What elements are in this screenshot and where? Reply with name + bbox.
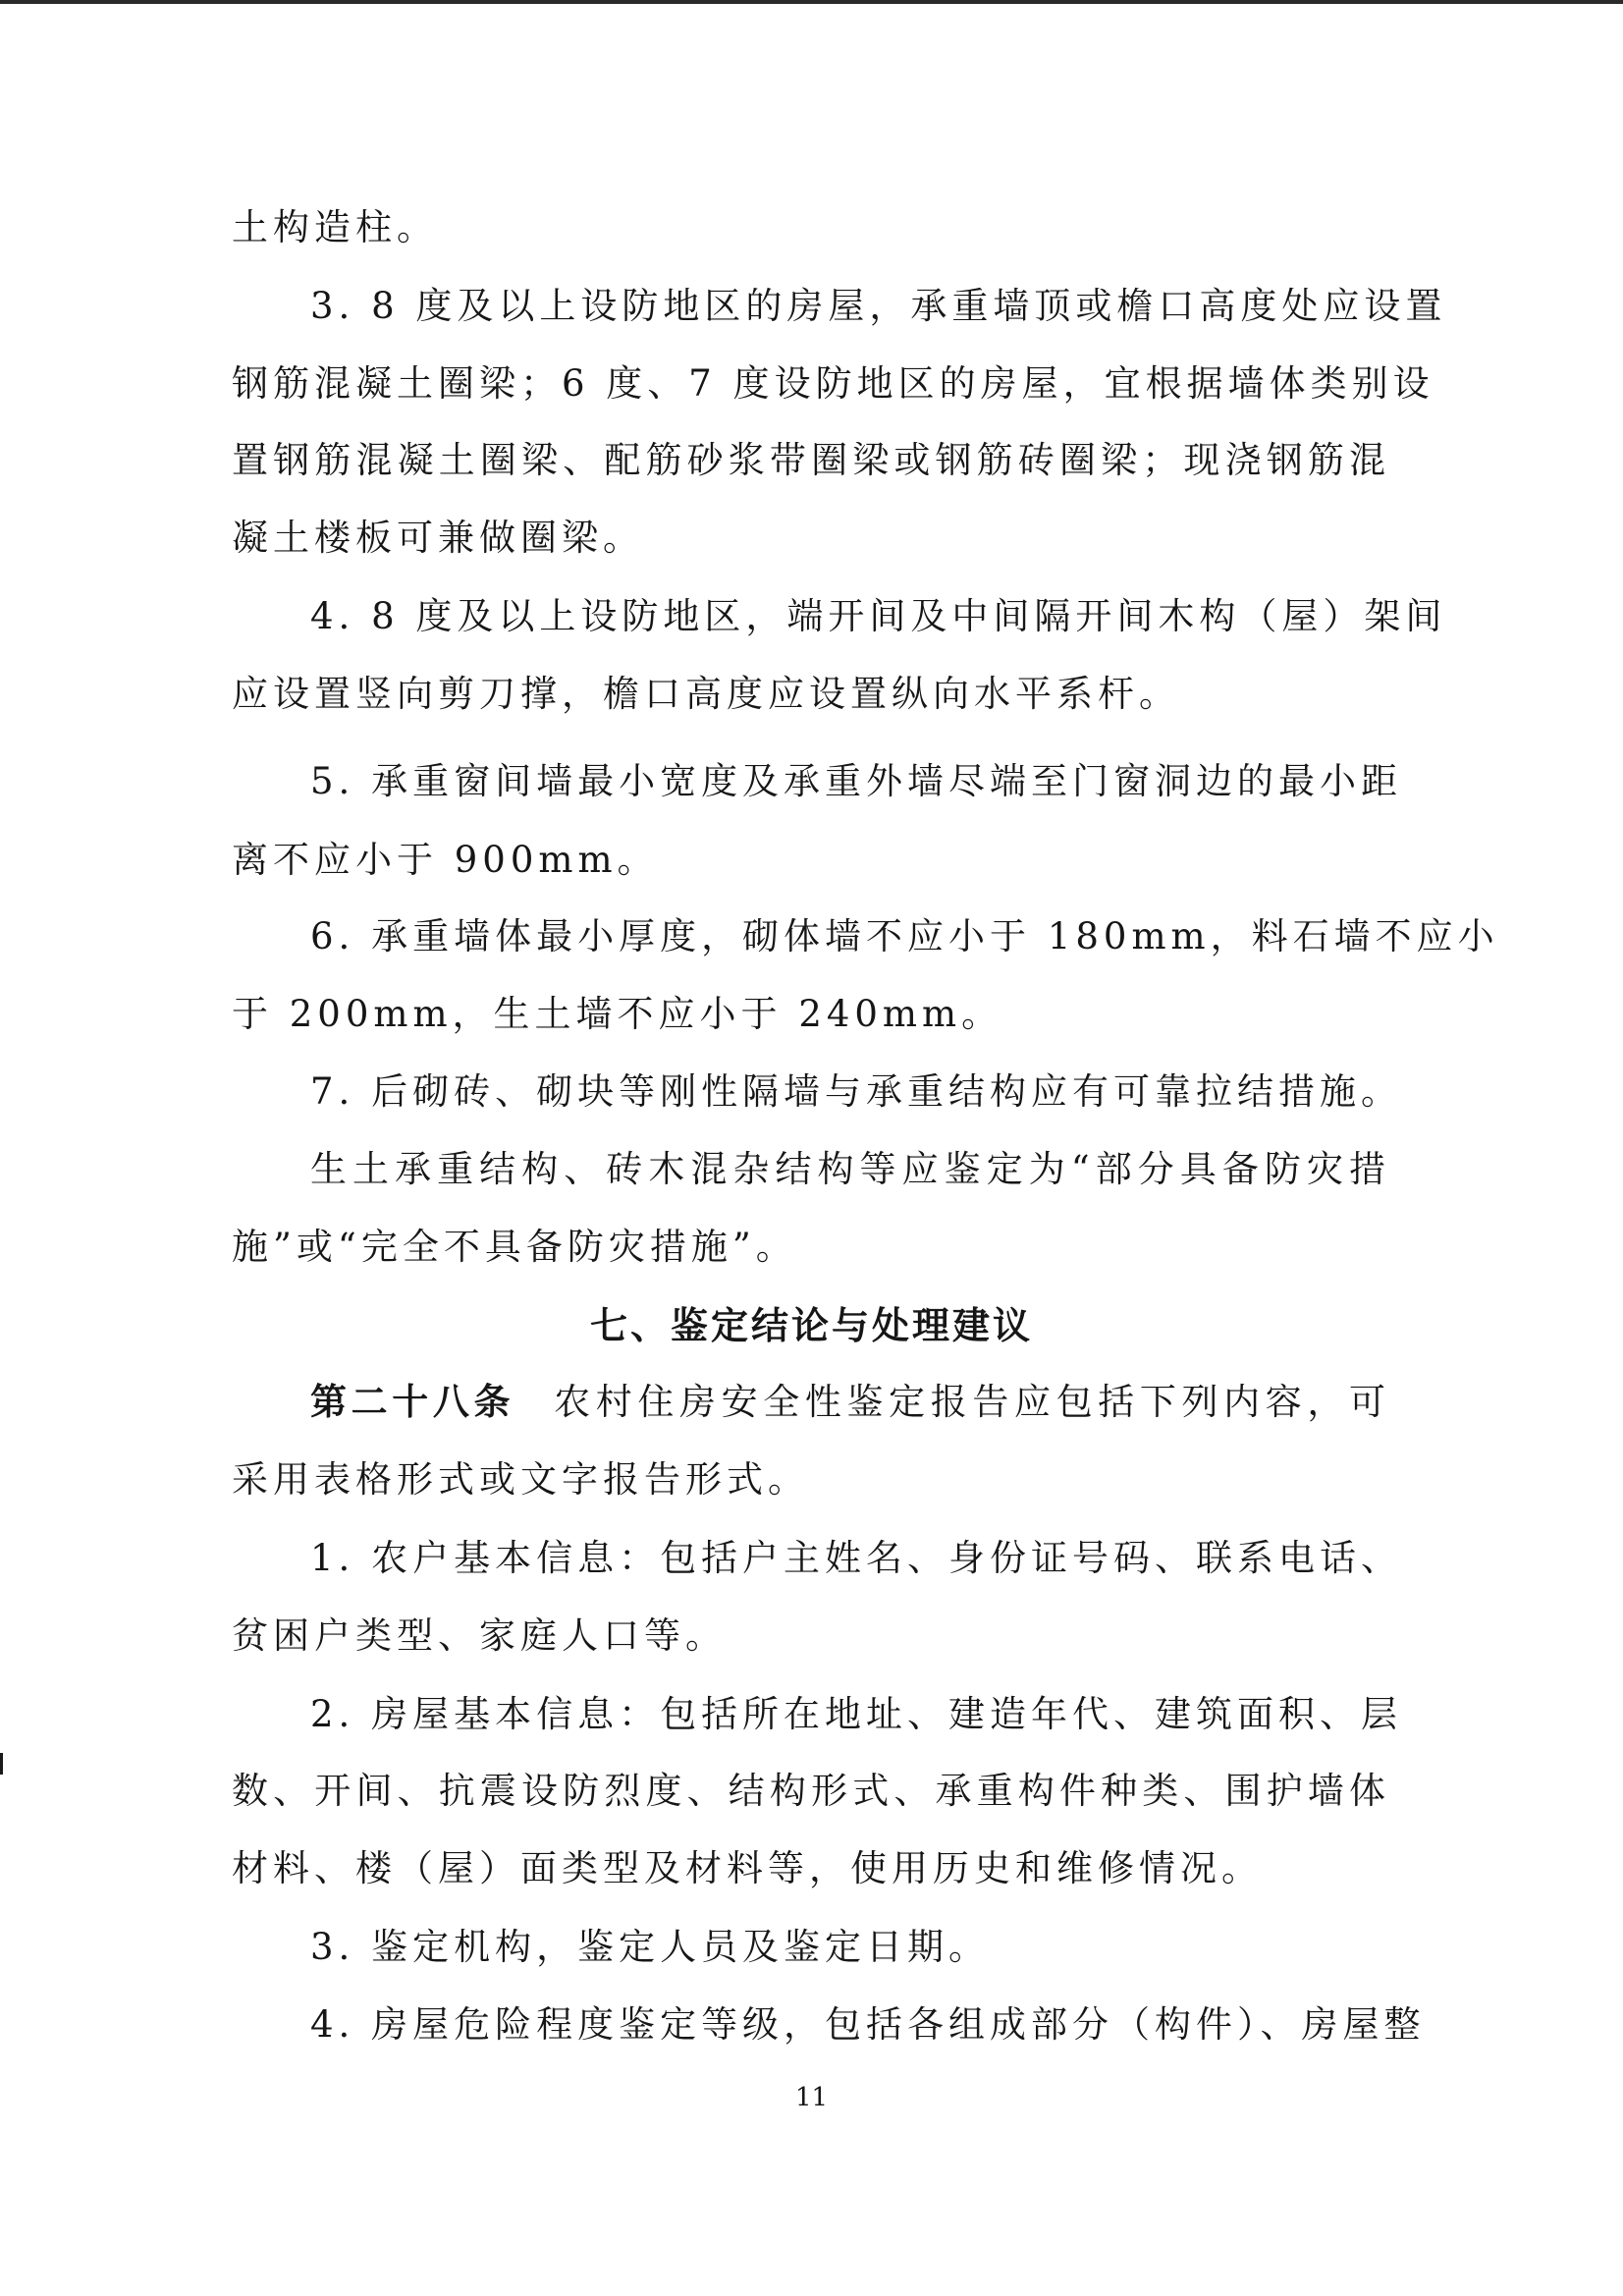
text-line: 施”或“完全不具备防灾措施”。 <box>232 1226 797 1268</box>
text-line: 5. 承重窗间墙最小宽度及承重外墙尽端至门窗洞边的最小距 <box>310 760 1403 802</box>
text-line: 7. 后砌砖、砌块等刚性隔墙与承重结构应有可靠拉结措施。 <box>310 1070 1403 1113</box>
text-line: 应设置竖向剪刀撑，檐口高度应设置纵向水平系杆。 <box>232 673 1180 715</box>
text-line: 4. 8 度及以上设防地区，端开间及中间隔开间木构（屋）架间 <box>310 595 1447 637</box>
section-heading: 七、鉴定结论与处理建议 <box>589 1304 1033 1347</box>
text-line: 生土承重结构、砖木混杂结构等应鉴定为“部分具备防灾措 <box>310 1148 1390 1190</box>
article-line <box>310 1380 1390 1425</box>
text-line: 置钢筋混凝土圈梁、配筋砂浆带圈梁或钢筋砖圈梁；现浇钢筋混 <box>232 439 1390 481</box>
scan-margin-mark <box>0 1753 3 1775</box>
text-line: 数、开间、抗震设防烈度、结构形式、承重构件种类、围护墙体 <box>232 1770 1390 1812</box>
top-scan-border <box>0 0 1623 4</box>
text-line: 2. 房屋基本信息：包括所在地址、建造年代、建筑面积、层 <box>310 1693 1403 1735</box>
text-line: 离不应小于 900mm。 <box>232 839 659 881</box>
text-line: 于 200mm，生土墙不应小于 240mm。 <box>232 993 1003 1035</box>
text-line: 凝土楼板可兼做圈梁。 <box>232 517 644 559</box>
text-line: 土构造柱。 <box>232 206 438 248</box>
text-line: 6. 承重墙体最小厚度，砌体墙不应小于 180mm，料石墙不应小 <box>310 915 1499 957</box>
text-line: 钢筋混凝土圈梁；6 度、7 度设防地区的房屋，宜根据墙体类别设 <box>232 362 1434 405</box>
article-number: 第二十八条 <box>310 1381 515 1423</box>
text-line: 材料、楼（屋）面类型及材料等，使用历史和维修情况。 <box>232 1847 1263 1889</box>
text-line: 采用表格形式或文字报告形式。 <box>232 1458 809 1501</box>
text-line: 3. 鉴定机构，鉴定人员及鉴定日期。 <box>310 1926 991 1968</box>
page-number: 11 <box>794 2083 829 2112</box>
article-text: 农村住房安全性鉴定报告应包括下列内容，可 <box>554 1381 1390 1423</box>
text-line: 3. 8 度及以上设防地区的房屋，承重墙顶或檐口高度处应设置 <box>310 285 1447 327</box>
text-line: 4. 房屋危险程度鉴定等级，包括各组成部分（构件）、房屋整 <box>310 2003 1426 2046</box>
text-line: 1. 农户基本信息：包括户主姓名、身份证号码、联系电话、 <box>310 1537 1403 1579</box>
text-line: 贫困户类型、家庭人口等。 <box>232 1614 727 1657</box>
